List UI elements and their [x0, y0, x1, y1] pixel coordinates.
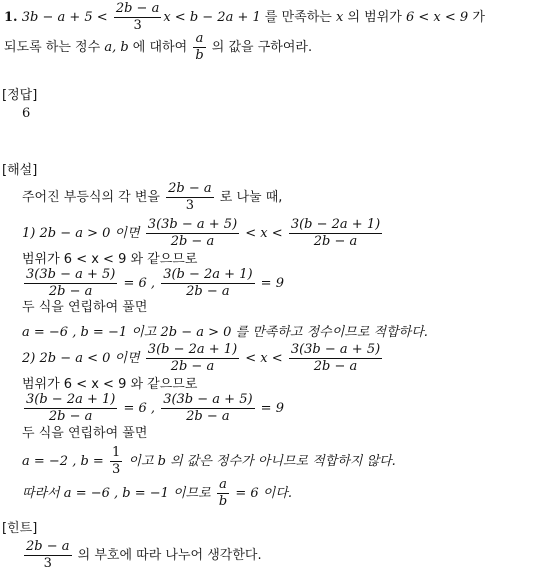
case1-result: a = −6 , b = −1 이고 2b − a > 0 를 만족하고 정수이므로 적합하다. [22, 325, 428, 340]
case1-equations: $\frac{3(3b - a + 5)}{2b - a}$ = 6 , $\frac{3(b - 2a + 1)}{2b - a}$ = 9 [26, 267, 284, 299]
hint-text: $\frac{2b - a}{3}$ 의 부호에 따라 나누어 생각한다. [26, 539, 262, 571]
case1-range: 범위가 6 < x < 9 와 같으므로 [22, 252, 198, 267]
hint-heading: [힌트] [2, 521, 38, 536]
case2-equations: $\frac{3(b - 2a + 1)}{2b - a}$ = 6 , $\frac{3(3b - a + 5)}{2b - a}$ = 9 [26, 392, 284, 424]
problem-number: 1. [4, 10, 18, 25]
final-conclusion: 따라서 a = −6 , b = −1 이므로 $\frac{a}{b}$ = 6 이다. [22, 477, 293, 509]
case2-solve: 두 식을 연립하여 풀면 [22, 426, 148, 441]
answer-heading: [정답] [2, 88, 38, 103]
solution-heading: [해설] [2, 163, 38, 178]
case2-result: a = −2 , b = $\frac{1}{3}$ 이고 b 의 값은 정수가 아니므로 적합하지 않다. [22, 445, 396, 477]
case1-condition: 1) 2b − a > 0 이면 $\frac{3(3b - a + 5)}{2b - a}$ < x < $\frac{3(b - 2a + 1)}{2b - a}$ [22, 217, 381, 249]
inequality-left: 3b − a + 5 < [21, 10, 108, 25]
problem-line-2: 되도록 하는 정수 a, b 에 대하여 $\frac{a}{b}$ 의 값을 구하여라. [4, 31, 313, 63]
case1-solve: 두 식을 연립하여 풀면 [22, 300, 148, 315]
fraction: $\frac{a}{b}$ [195, 31, 204, 63]
case2-condition: 2) 2b − a < 0 이면 $\frac{3(b - 2a + 1)}{2b - a}$ < x < $\frac{3(3b - a + 5)}{2b - a}$ [22, 342, 381, 374]
solution-line-1: 주어진 부등식의 각 변을 $\frac{2b - a}{3}$ 로 나눌 때, [22, 181, 283, 213]
case2-range: 범위가 6 < x < 9 와 같으므로 [22, 377, 198, 392]
fraction: $\frac{2b - a}{3}$ [115, 1, 160, 33]
answer-value: 6 [22, 106, 31, 121]
problem-line-1: 1. 3b − a + 5 < $\frac{2b - a}{3}$ x < b − 2a + 1 를 만족하는 x 의 범위가 6 < x < 9 가 [4, 1, 485, 33]
